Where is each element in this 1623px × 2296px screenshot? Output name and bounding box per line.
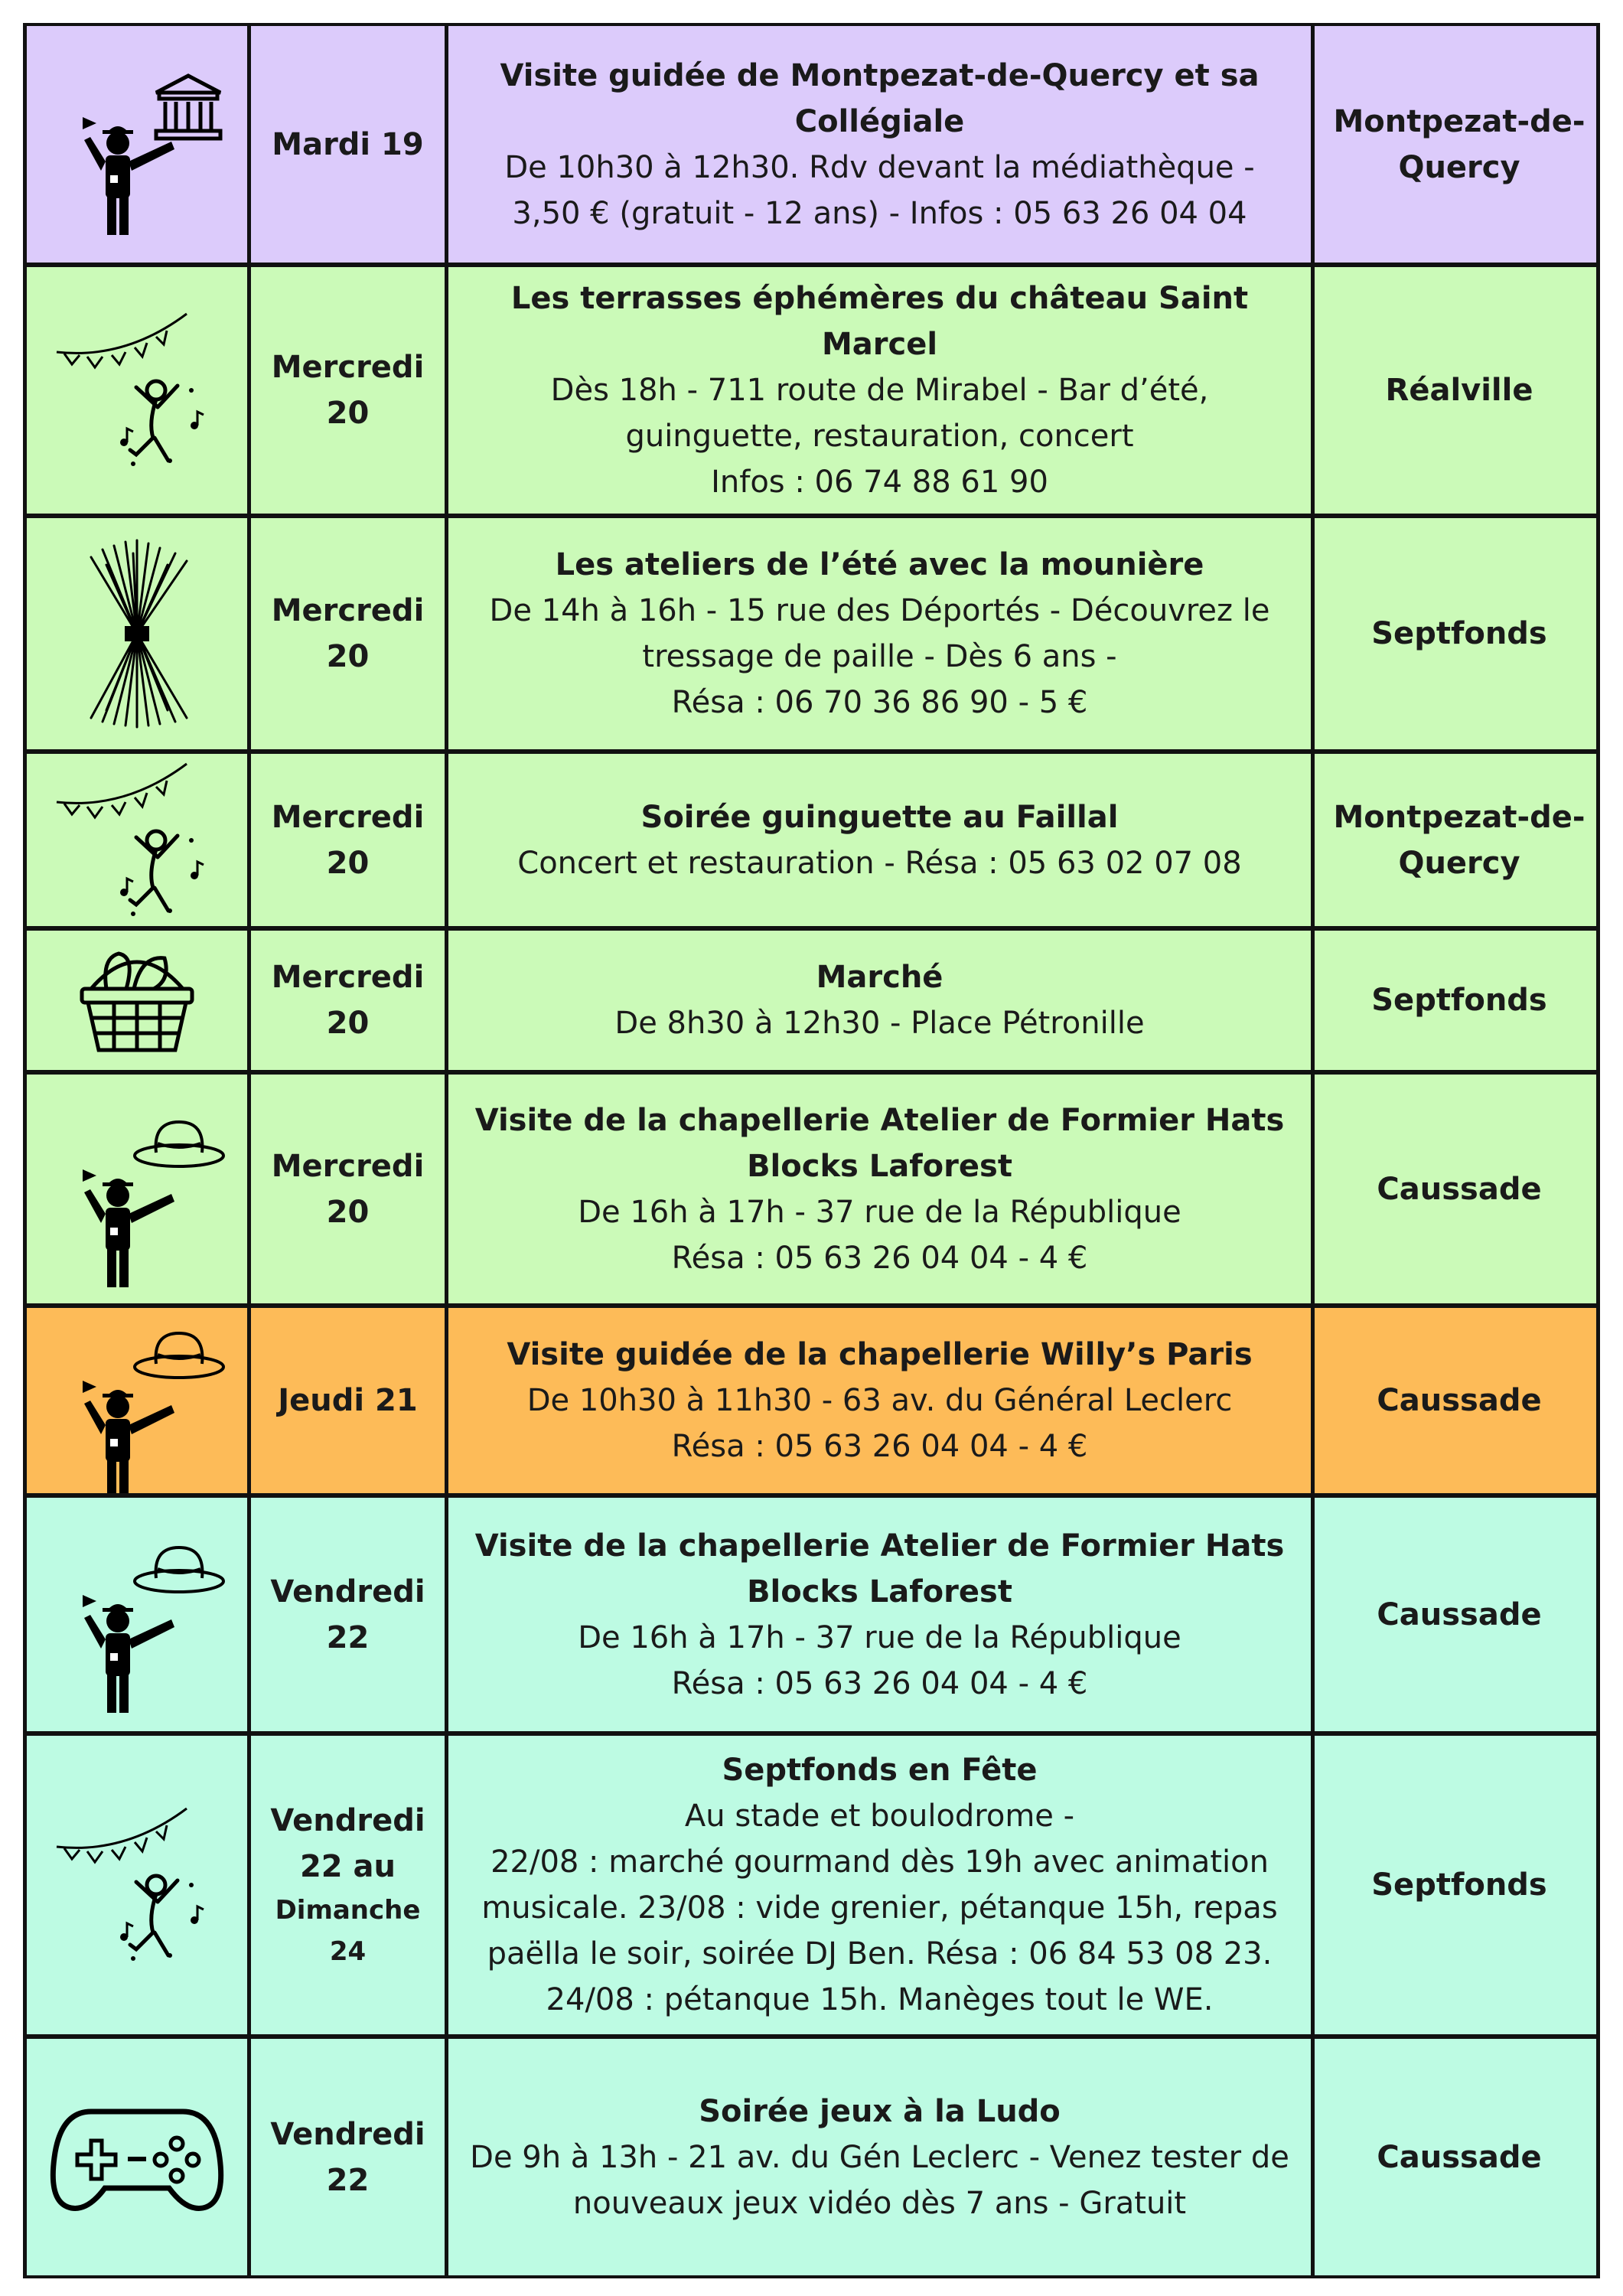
event-date-line: 22 [326, 2162, 370, 2198]
event-title: Septfonds en Fête [722, 1753, 1038, 1788]
event-detail: De 10h30 à 12h30. Rdv devant la médiathèque - [504, 149, 1255, 185]
description-cell [448, 1075, 1315, 1303]
event-title: Soirée guinguette au Faillal [640, 799, 1119, 835]
event-location: Montpezat-de- [1333, 799, 1586, 835]
location-cell [1315, 931, 1604, 1070]
event-date-line: Mercredi [271, 960, 425, 995]
location-cell [1315, 1498, 1604, 1731]
event-row [23, 1305, 1600, 1496]
event-detail: Résa : 05 63 26 04 04 - 4 € [671, 1429, 1088, 1464]
location-cell [1315, 518, 1604, 749]
date-cell [251, 1308, 448, 1493]
event-detail: De 14h à 16h - 15 rue des Déportés - Découvrez le [489, 593, 1270, 628]
straw-bundle-icon [60, 527, 213, 741]
event-date-line: 22 au [299, 1849, 396, 1884]
party-dancer-icon [41, 754, 233, 926]
event-title: Visite guidée de la chapellerie Willy’s Paris [507, 1337, 1253, 1372]
event-date-line: Mercredi [271, 1148, 425, 1184]
event-title: Marché [816, 960, 943, 995]
event-title: Collégiale [794, 103, 965, 139]
location-cell [1315, 1075, 1604, 1303]
location-cell [1315, 26, 1604, 263]
event-detail: Résa : 05 63 26 04 04 - 4 € [671, 1665, 1088, 1701]
event-row [23, 1071, 1600, 1306]
location-cell [1315, 267, 1604, 514]
event-title: Soirée jeux à la Ludo [699, 2093, 1061, 2129]
date-cell [251, 2039, 448, 2275]
guide-hat-icon [41, 1082, 233, 1296]
event-date-line: Vendredi [270, 1574, 425, 1609]
event-date-line: 20 [326, 1006, 370, 1041]
event-row [23, 751, 1600, 929]
event-title: Visite de la chapellerie Atelier de Formier Hats [474, 1528, 1285, 1564]
description-cell [448, 754, 1315, 926]
location-cell [1315, 754, 1604, 926]
event-detail: Résa : 06 70 36 86 90 - 5 € [671, 685, 1088, 720]
guide-hat-icon [41, 1508, 233, 1722]
event-location: Septfonds [1371, 983, 1547, 1018]
event-row [23, 2036, 1600, 2278]
icon-cell [27, 754, 251, 926]
event-location: Quercy [1398, 845, 1520, 881]
location-cell [1315, 1736, 1604, 2034]
game-controller-icon [45, 2096, 229, 2219]
event-row [23, 264, 1600, 517]
date-cell [251, 1075, 448, 1303]
event-date-line: 20 [326, 1194, 370, 1230]
event-detail: nouveaux jeux vidéo dès 7 ans - Gratuit [572, 2185, 1187, 2221]
event-detail: tressage de paille - Dès 6 ans - [642, 639, 1117, 674]
date-cell [251, 754, 448, 926]
event-detail: guinguette, restauration, concert [625, 419, 1134, 454]
event-title: Visite de la chapellerie Atelier de Formier Hats [474, 1102, 1285, 1138]
guide-hat-icon [41, 1308, 233, 1493]
event-detail: 3,50 € (gratuit - 12 ans) - Infos : 05 63 26 04 04 [512, 195, 1247, 231]
event-title: Visite guidée de Montpezat-de-Quercy et sa [500, 57, 1260, 93]
party-dancer-icon [41, 291, 233, 490]
event-location: Caussade [1377, 1383, 1542, 1418]
event-detail: 22/08 : marché gourmand dès 19h avec animation [490, 1844, 1269, 1880]
description-cell [448, 1308, 1315, 1493]
icon-cell [27, 1736, 251, 2034]
event-location: Caussade [1377, 1596, 1542, 1632]
description-cell [448, 931, 1315, 1070]
description-cell [448, 1498, 1315, 1731]
event-row [23, 1733, 1600, 2037]
event-location: Septfonds [1371, 1867, 1547, 1903]
icon-cell [27, 26, 251, 263]
event-detail: 24/08 : pétanque 15h. Manèges tout le WE. [546, 1982, 1214, 2017]
event-date-line: Mardi 19 [272, 126, 424, 162]
event-location: Réalville [1385, 373, 1533, 408]
icon-cell [27, 931, 251, 1070]
event-detail: Infos : 06 74 88 61 90 [711, 465, 1048, 500]
event-row [23, 1495, 1600, 1734]
party-dancer-icon [41, 1786, 233, 1985]
icon-cell [27, 267, 251, 514]
event-row [23, 515, 1600, 752]
event-location: Quercy [1398, 149, 1520, 185]
event-date-line: Vendredi [270, 2116, 425, 2152]
date-cell [251, 931, 448, 1070]
icon-cell [27, 1308, 251, 1493]
icon-cell [27, 1075, 251, 1303]
event-row [23, 23, 1600, 266]
event-date-line: Dimanche [275, 1895, 421, 1926]
event-date-line: Mercredi [271, 593, 425, 628]
event-title: Les ateliers de l’été avec la mounière [555, 547, 1204, 582]
event-detail: paëlla le soir, soirée DJ Ben. Résa : 06 84 53 08 23. [487, 1936, 1273, 1971]
description-cell [448, 267, 1315, 514]
icon-cell [27, 2039, 251, 2275]
event-row [23, 928, 1600, 1073]
description-cell [448, 26, 1315, 263]
event-date-line: Vendredi [270, 1803, 425, 1838]
location-cell [1315, 2039, 1604, 2275]
event-date-line: 20 [326, 396, 370, 431]
icon-cell [27, 1498, 251, 1731]
event-date-line: 20 [326, 845, 370, 881]
description-cell [448, 1736, 1315, 2034]
event-title: Blocks Laforest [747, 1148, 1012, 1184]
event-location: Caussade [1377, 1171, 1542, 1207]
event-detail: Au stade et boulodrome - [684, 1799, 1075, 1834]
event-location: Caussade [1377, 2139, 1542, 2175]
description-cell [448, 2039, 1315, 2275]
event-date-line: Jeudi 21 [278, 1383, 418, 1418]
event-detail: Concert et restauration - Résa : 05 63 02 07 08 [517, 845, 1242, 881]
event-location: Septfonds [1371, 616, 1547, 651]
event-date-line: Mercredi [271, 799, 425, 835]
event-detail: musicale. 23/08 : vide grenier, pétanque 15h, repas [481, 1890, 1278, 1926]
event-detail: De 9h à 13h - 21 av. du Gén Leclerc - Venez tester de [470, 2139, 1289, 2175]
event-detail: De 10h30 à 11h30 - 63 av. du Général Leclerc [526, 1383, 1233, 1418]
event-detail: De 8h30 à 12h30 - Place Pétronille [614, 1006, 1145, 1041]
description-cell [448, 518, 1315, 749]
market-basket-icon [60, 935, 213, 1065]
date-cell [251, 1498, 448, 1731]
guide-monument-icon [41, 38, 233, 252]
event-detail: De 16h à 17h - 37 rue de la République [578, 1194, 1181, 1230]
event-detail: Résa : 05 63 26 04 04 - 4 € [671, 1240, 1088, 1276]
date-cell [251, 1736, 448, 2034]
event-detail: Dès 18h - 711 route de Mirabel - Bar d’été, [550, 373, 1209, 408]
date-cell [251, 518, 448, 749]
event-title: Blocks Laforest [747, 1574, 1012, 1609]
event-date-line: Mercredi [271, 350, 425, 385]
location-cell [1315, 1308, 1604, 1493]
icon-cell [27, 518, 251, 749]
event-detail: De 16h à 17h - 37 rue de la République [578, 1619, 1181, 1655]
date-cell [251, 26, 448, 263]
event-date-line: 20 [326, 639, 370, 674]
event-date-line: 22 [326, 1619, 370, 1655]
date-cell [251, 267, 448, 514]
event-date-line: 24 [329, 1936, 367, 1967]
event-title: Les terrasses éphémères du château Saint Marcel [510, 281, 1249, 362]
event-location: Montpezat-de- [1333, 103, 1586, 139]
